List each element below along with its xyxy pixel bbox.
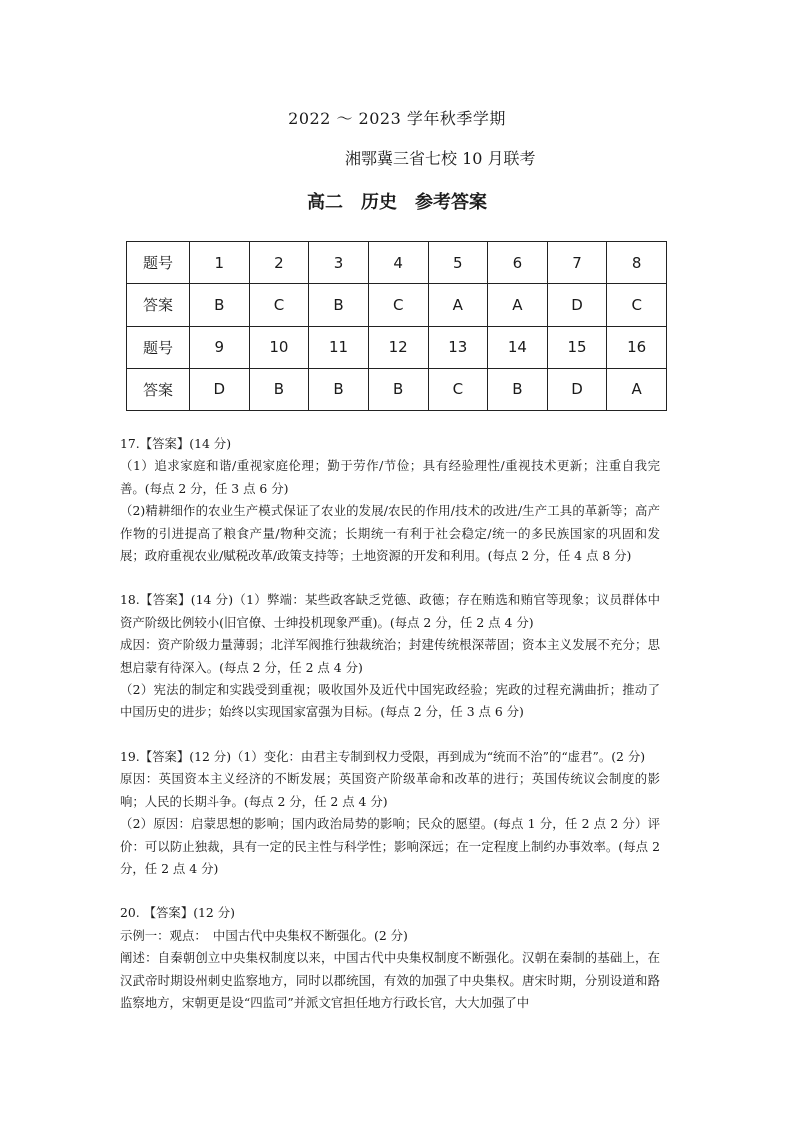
- spacer: [120, 724, 660, 746]
- q17-part2: （2)精耕细作的农业生产模式保证了农业的发展/农民的作用/技术的改进/生产工具的革新等；高产作物的引进提高了粮食产量/物种交流；长期统一有利于社会稳定/统一的多民族国家的巩固和发展；政府重视农业/赋税改革/政策支持等；土地资源的开发和利用。(每点 2 分，任 4 点 8 分): [120, 503, 660, 564]
- q18-part3: （2）宪法的制定和实践受到重视；吸收国外及近代中国宪政经验；宪政的过程充满曲折；推动了中国历史的进步；始终以实现国家富强为目标。(每点 2 分，任 3 点 6 分): [120, 682, 660, 720]
- q18-part1: 18.【答案】(14 分)（1）弊端：某些政客缺乏党德、政德；存在贿选和贿官等现象；议员群体中资产阶级比例较小(旧官僚、士绅投机现象严重)。(每点 2 分，任 2 点 4 分): [120, 592, 660, 630]
- q17-part1: （1）追求家庭和谐/重视家庭伦理；勤于劳作/节俭；具有经验理性/重视技术更新；注重自我完善。(每点 2 分，任 3 点 6 分): [120, 458, 660, 496]
- q20-example-viewpoint: 示例一：观点： 中国古代中央集权不断强化。(2 分): [120, 927, 408, 943]
- question-number: 7: [547, 242, 607, 284]
- spacer: [120, 567, 660, 589]
- answer-letter: B: [309, 284, 369, 326]
- answer-letter: B: [309, 368, 369, 410]
- answer-content: [120, 433, 660, 1014]
- answer-letter: A: [607, 368, 667, 410]
- spacer: [120, 880, 660, 902]
- question-number: 9: [190, 326, 250, 368]
- answer-letter: B: [488, 368, 548, 410]
- question-number: 12: [368, 326, 428, 368]
- answer-letter: D: [547, 284, 607, 326]
- table-row: [127, 368, 667, 410]
- answer-table: [126, 241, 667, 411]
- answer-letter: B: [190, 284, 250, 326]
- table-row: [127, 284, 667, 326]
- table-row: [127, 326, 667, 368]
- answer-letter: B: [249, 368, 309, 410]
- question-number: 8: [607, 242, 667, 284]
- row-label-question: 题号: [127, 242, 190, 284]
- answer-letter: D: [547, 368, 607, 410]
- question-number: 16: [607, 326, 667, 368]
- q19-part2: 原因：英国资本主义经济的不断发展；英国资产阶级革命和改革的进行；英国传统议会制度的影响；人民的长期斗争。(每点 2 分，任 2 点 4 分): [120, 771, 660, 809]
- question-number: 13: [428, 326, 488, 368]
- table-row: [127, 242, 667, 284]
- q20-heading: 20. 【答案】(12 分): [120, 905, 235, 921]
- q18-part2: 成因：资产阶级力量薄弱；北洋军阀推行独裁统治；封建传统根深蒂固；资本主义发展不充分；思想启蒙有待深入。(每点 2 分，任 2 点 4 分): [120, 637, 660, 675]
- question-number: 5: [428, 242, 488, 284]
- q17-heading: 17.【答案】(14 分): [120, 436, 232, 451]
- question-number: 2: [249, 242, 309, 284]
- question-number: 11: [309, 326, 369, 368]
- q19-part3: （2）原因：启蒙思想的影响；国内政治局势的影响；民众的愿望。(每点 1 分，任 2 点 2 分）评价：可以防止独裁，具有一定的民主性与科学性；影响深远；在一定程度上制约办事效率。(每点 2 分，任 2 点 4 分): [120, 816, 660, 876]
- question-number: 4: [368, 242, 428, 284]
- row-label-answer: 答案: [127, 284, 190, 326]
- answer-letter: A: [488, 284, 548, 326]
- question-number: 6: [488, 242, 548, 284]
- answer-letter: B: [368, 368, 428, 410]
- answer-letter: C: [368, 284, 428, 326]
- exam-union-title: 湘鄂冀三省七校 10 月联考: [345, 149, 536, 168]
- exam-term-title: 2022 ～ 2023 学年秋季学期: [288, 109, 506, 128]
- question-number: 14: [488, 326, 548, 368]
- question-number: 10: [249, 326, 309, 368]
- question-number: 3: [309, 242, 369, 284]
- row-label-answer: 答案: [127, 368, 190, 410]
- q19-part1: 19.【答案】(12 分)（1）变化：由君主专制到权力受限，再到成为“统而不治”的“虚君”。(2 分): [120, 748, 646, 764]
- answer-letter: D: [190, 368, 250, 410]
- subject-answer-title: 高二 历史 参考答案: [307, 192, 487, 213]
- q20-elaboration: 阐述：自秦朝创立中央集权制度以来，中国古代中央集权制度不断强化。汉朝在秦制的基础上，在汉武帝时期设州刺史监察地方，同时以郡统国，有效的加强了中央集权。唐宋时期，分别设道和路监察地方，宋朝更是设“四监司”并派文官担任地方行政长官，大大加强了中: [120, 950, 660, 1010]
- answer-letter: C: [428, 368, 488, 410]
- question-number: 15: [547, 326, 607, 368]
- row-label-question: 题号: [127, 326, 190, 368]
- answer-letter: A: [428, 284, 488, 326]
- answer-letter: C: [249, 284, 309, 326]
- answer-letter: C: [607, 284, 667, 326]
- question-number: 1: [190, 242, 250, 284]
